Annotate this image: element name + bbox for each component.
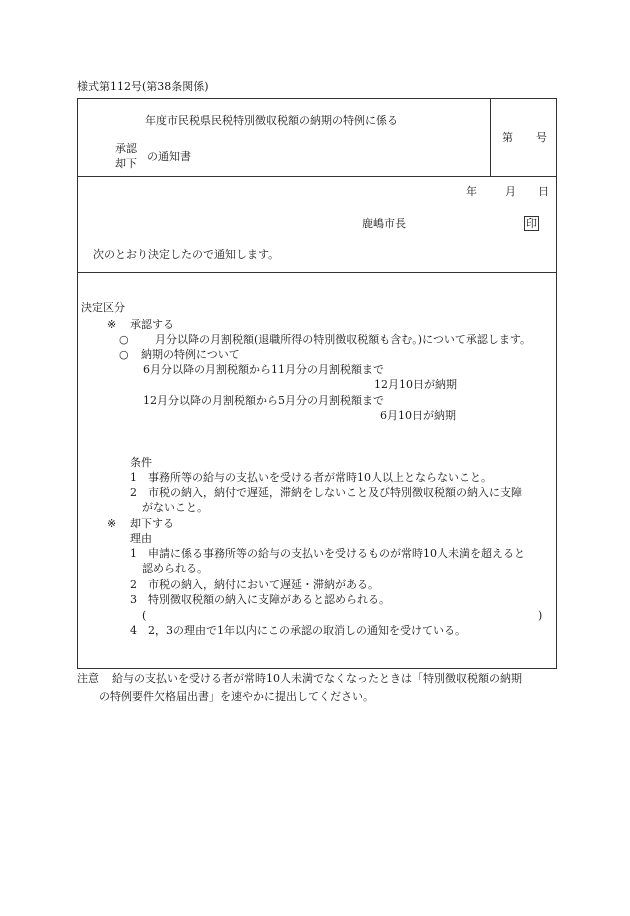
condition-item: 2 市税の納入，納付で遅延，滞納をしないこと及び特別徴収税額の納入に支障 <box>130 486 522 499</box>
period1-text: 6月分以降の月割税額から11月分の月割税額まで <box>143 363 384 376</box>
paren-close: ) <box>538 609 543 622</box>
option1-text: 月分以降の月割税額(退職所得の特別徴収税額も含む。)について承認します。 <box>155 333 531 346</box>
reason-item-continued: 認められる。 <box>142 562 208 575</box>
reject-option-label: 却下 <box>115 157 137 170</box>
reason-item: 2 市税の納入，納付において遅延・滞納がある。 <box>130 578 379 591</box>
number-column-divider <box>490 98 491 176</box>
approve-mark: ※ <box>107 318 117 331</box>
date-month: 月 <box>505 185 516 198</box>
form-number: 様式第112号(第38条関係) <box>77 80 209 93</box>
intro-divider <box>77 272 557 273</box>
conditions-heading: 条件 <box>130 456 152 469</box>
date-day: 日 <box>538 185 549 198</box>
period2-due: 6月10日が納期 <box>380 409 456 422</box>
seal-mark: 印 <box>526 217 537 230</box>
option1-circle: ○ <box>119 333 129 346</box>
reject-mark: ※ <box>107 517 117 530</box>
condition-item: 1 事務所等の給与の支払いを受ける者が常時10人以上とならないこと。 <box>130 471 492 484</box>
date-year: 年 <box>466 185 477 198</box>
period1-due: 12月10日が納期 <box>374 378 457 391</box>
decision-heading: 決定区分 <box>81 301 125 314</box>
condition-item-continued: がないこと。 <box>142 501 208 514</box>
approve-option-label: 承認 <box>115 142 137 155</box>
note-line-1: 給与の支払いを受ける者が常時10人未満でなくなったときは「特別徴収税額の納期 <box>112 672 522 685</box>
note-line-2: の特例要件欠格届出書」を速やかに提出してください。 <box>99 690 374 703</box>
paren-open: ( <box>142 609 147 622</box>
header-divider <box>77 176 557 177</box>
option2-text: 納期の特例について <box>141 348 240 361</box>
approve-label: 承認する <box>130 318 174 331</box>
period2-text: 12月分以降の月割税額から5月分の月割税額まで <box>143 394 384 407</box>
intro-text: 次のとおり決定したので通知します。 <box>93 248 280 261</box>
number-prefix: 第 <box>502 131 513 144</box>
reject-label: 却下する <box>130 517 174 530</box>
reason-heading: 理由 <box>130 532 152 545</box>
number-suffix: 号 <box>536 131 547 144</box>
option2-circle: ○ <box>119 348 129 361</box>
reason-item: 3 特別徴収税額の納入に支障があると認められる。 <box>130 593 390 606</box>
notice-title: 年度市民税県民税特別徴収税額の納期の特例に係る <box>145 114 398 127</box>
issuer-name: 鹿嶋市長 <box>362 217 406 230</box>
reason-item: 1 申請に係る事務所等の給与の支払いを受けるものが常時10人未満を超えると <box>130 547 525 560</box>
reason-item: 4 2，3の理由で1年以内にこの承認の取消しの通知を受けている。 <box>130 624 466 637</box>
notice-suffix: の通知書 <box>147 150 191 163</box>
note-label: 注意 <box>77 672 99 685</box>
